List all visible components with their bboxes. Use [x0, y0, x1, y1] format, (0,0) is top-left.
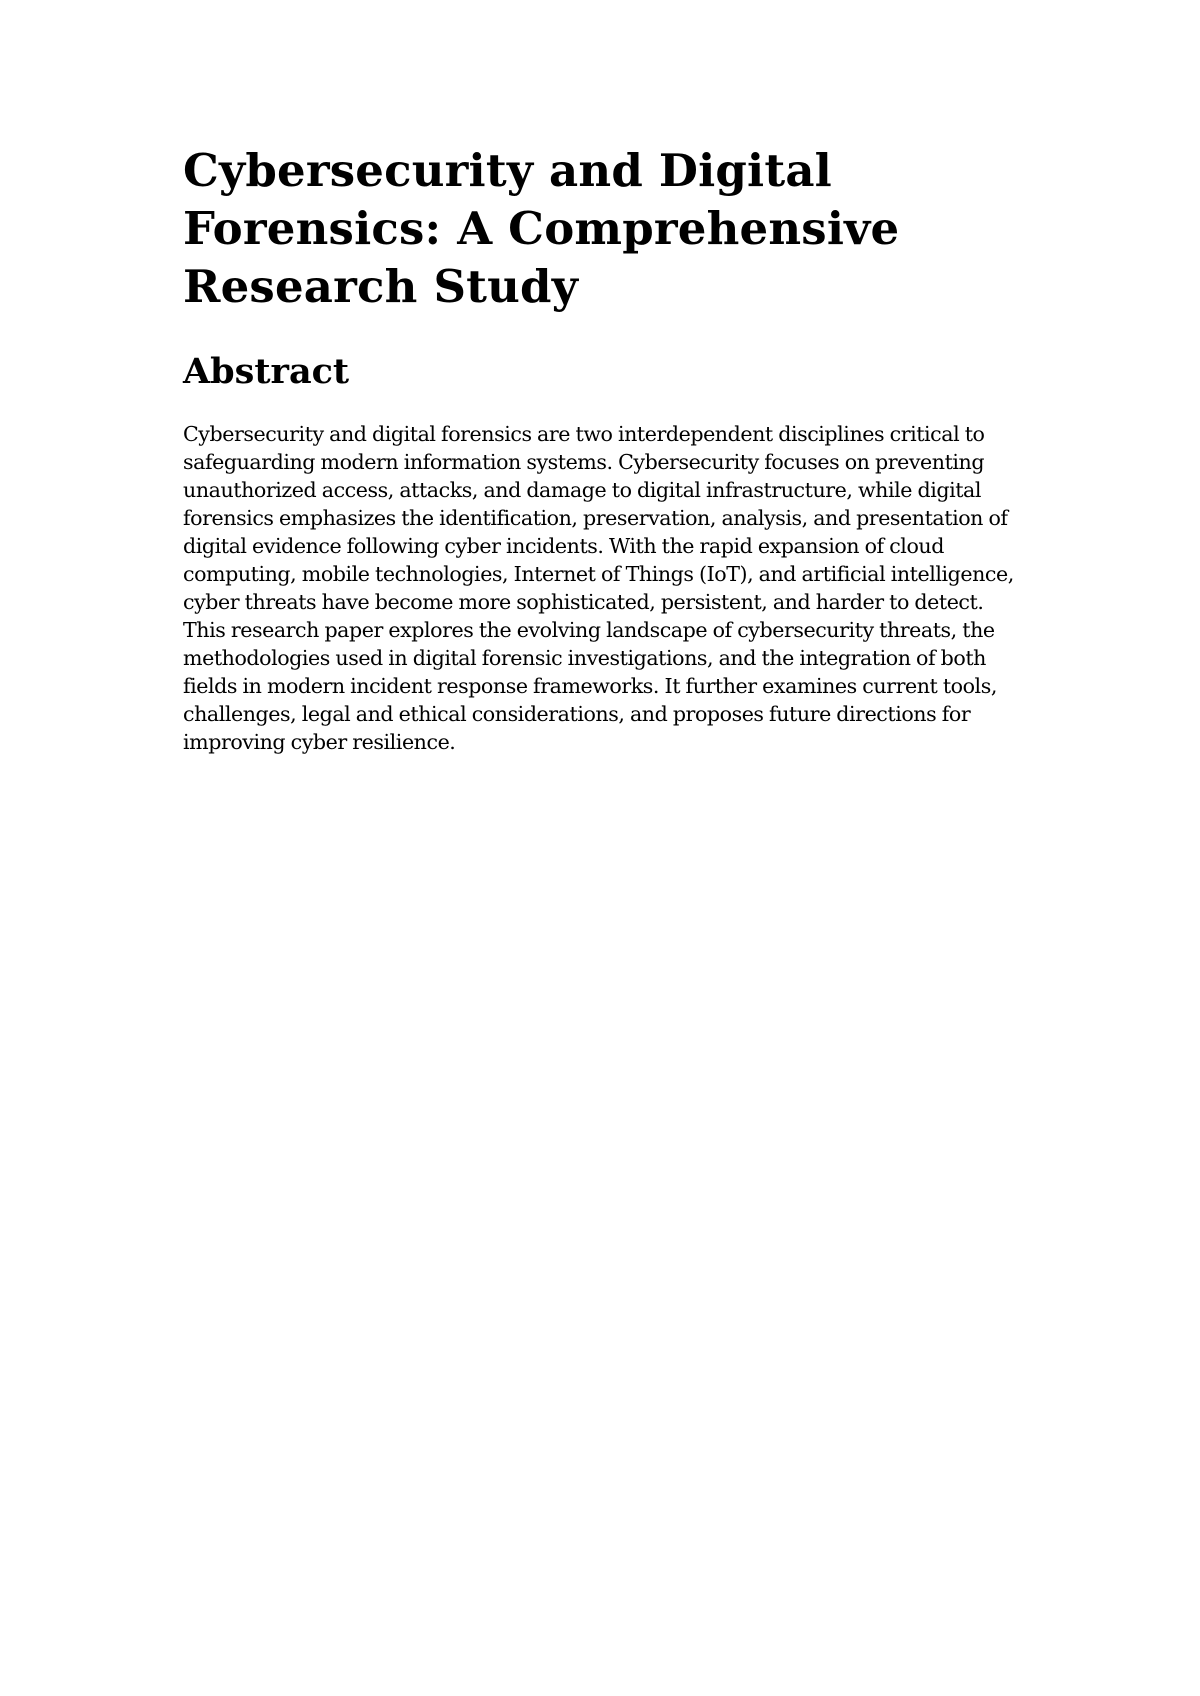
page-content [183, 142, 1023, 756]
abstract-section [183, 350, 1023, 756]
document-title: Cybersecurity and Digital Forensics: A Comprehensive Research Study [183, 144, 900, 313]
abstract-heading: Abstract [183, 351, 350, 392]
abstract-paragraph: Cybersecurity and digital forensics are two interdependent disciplines critical to safeguarding modern information systems. Cybersecurity focuses on preventing unauthorized access, attacks, and damage to digital infrastructure, while digital forensics emphasizes the identification, preservation, analysis, and presentation of digital evidence following cyber incidents. With the rapid expansion of cloud computing, mobile technologies, Internet of Things (IoT), and artificial intelligence, cyber threats have become more sophisticated, persistent, and harder to detect. This research paper explores the evolving landscape of cybersecurity threats, the methodologies used in digital forensic investigations, and the integration of both fields in modern incident response frameworks. It further examines current tools, challenges, legal and ethical considerations, and proposes future directions for improving cyber resilience. [183, 422, 1014, 754]
